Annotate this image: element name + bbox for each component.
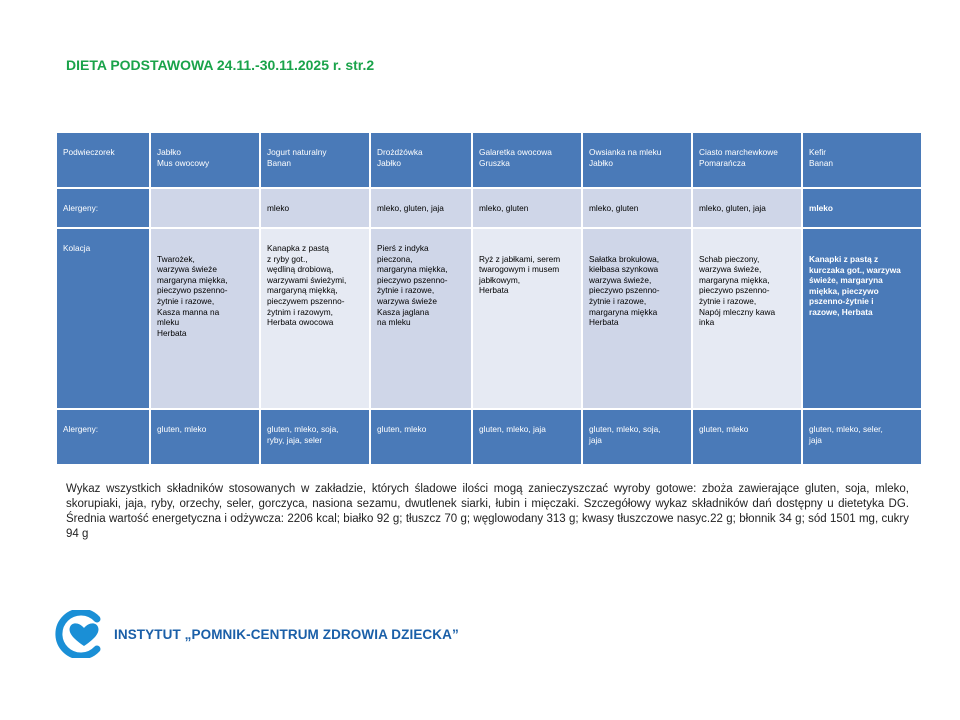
table-row-kolacja: [57, 229, 921, 408]
menu-table: [55, 131, 923, 466]
row-label: Alergeny:: [57, 410, 149, 464]
table-cell: gluten, mleko, soja, jaja: [583, 410, 691, 464]
table-cell: [151, 189, 259, 227]
table-cell: Kanapka z pastą z ryby got., wędliną drobiową, warzywami świeżymi, margaryną miękką, pieczywem pszenno- żytnim i razowym, Herbata owocowa: [261, 229, 369, 408]
table-cell: Drożdżówka Jabłko: [371, 133, 471, 187]
row-label: Alergeny:: [57, 189, 149, 227]
heart-logo-icon: [52, 610, 108, 658]
table-cell: mleko, gluten: [583, 189, 691, 227]
table-cell: Galaretka owocowa Gruszka: [473, 133, 581, 187]
table-cell: mleko: [803, 189, 921, 227]
table-cell: gluten, mleko, jaja: [473, 410, 581, 464]
table-cell: gluten, mleko: [151, 410, 259, 464]
table-cell: Ryż z jabłkami, serem twarogowym i musem jabłkowym, Herbata: [473, 229, 581, 408]
table-cell: Jogurt naturalny Banan: [261, 133, 369, 187]
table-row-alergeny-1: [57, 189, 921, 227]
table-cell: Sałatka brokułowa, kiełbasa szynkowa warzywa świeże, pieczywo pszenno- żytnie i razowe, margaryna miękka Herbata: [583, 229, 691, 408]
table-cell: Ciasto marchewkowe Pomarańcza: [693, 133, 801, 187]
table-cell: Kanapki z pastą z kurczaka got., warzywa świeże, margaryna miękka, pieczywo pszenno-żytnie i razowe, Herbata: [803, 229, 921, 408]
table-cell: mleko: [261, 189, 369, 227]
table-cell: gluten, mleko: [371, 410, 471, 464]
table-cell: Twarożek, warzywa świeże margaryna miękka, pieczywo pszenno- żytnie i razowe, Kasza manna na mleku Herbata: [151, 229, 259, 408]
table-cell: mleko, gluten: [473, 189, 581, 227]
table-cell: Pierś z indyka pieczona, margaryna miękka, pieczywo pszenno- żytnie i razowe, warzywa świeże Kasza jaglana na mleku: [371, 229, 471, 408]
institute-name: INSTYTUT „POMNIK-CENTRUM ZDROWIA DZIECKA”: [114, 627, 459, 642]
table-cell: Owsianka na mleku Jabłko: [583, 133, 691, 187]
allergen-note: Wykaz wszystkich składników stosowanych w zakładzie, których śladowe ilości mogą zanieczyszczać wyroby gotowe: zboża zawierające gluten, soja, mleko, skorupiaki, jaja, ryby, orzechy, seler, gorczyca, nasiona sezamu, dwutlenek siarki, łubin i mięczaki. Szczegółowy wykaz składników dań dostępny u dietetyka DG. Średnia wartość energetyczna i odżywcza: 2206 kcal; białko 92 g; tłuszcz 70 g; węglowodany 313 g; kwasy tłuszczowe nasyc.22 g; błonnik 34 g; sód 1501 mg, cukry 94 g: [66, 483, 909, 540]
table-cell: gluten, mleko, seler, jaja: [803, 410, 921, 464]
table-cell: Jabłko Mus owocowy: [151, 133, 259, 187]
row-label: Kolacja: [57, 229, 149, 408]
page-title: DIETA PODSTAWOWA 24.11.-30.11.2025 r. str.2: [66, 57, 375, 73]
table-cell: mleko, gluten, jaja: [371, 189, 471, 227]
row-label: Podwieczorek: [57, 133, 149, 187]
table-row-podwieczorek: [57, 133, 921, 187]
table-cell: mleko, gluten, jaja: [693, 189, 801, 227]
table-cell: gluten, mleko: [693, 410, 801, 464]
table-row-alergeny-2: [57, 410, 921, 464]
table-cell: Schab pieczony, warzywa świeże, margaryna miękka, pieczywo pszenno- żytnie i razowe, Napój mleczny kawa inka: [693, 229, 801, 408]
table-cell: Kefir Banan: [803, 133, 921, 187]
table-cell: gluten, mleko, soja, ryby, jaja, seler: [261, 410, 369, 464]
